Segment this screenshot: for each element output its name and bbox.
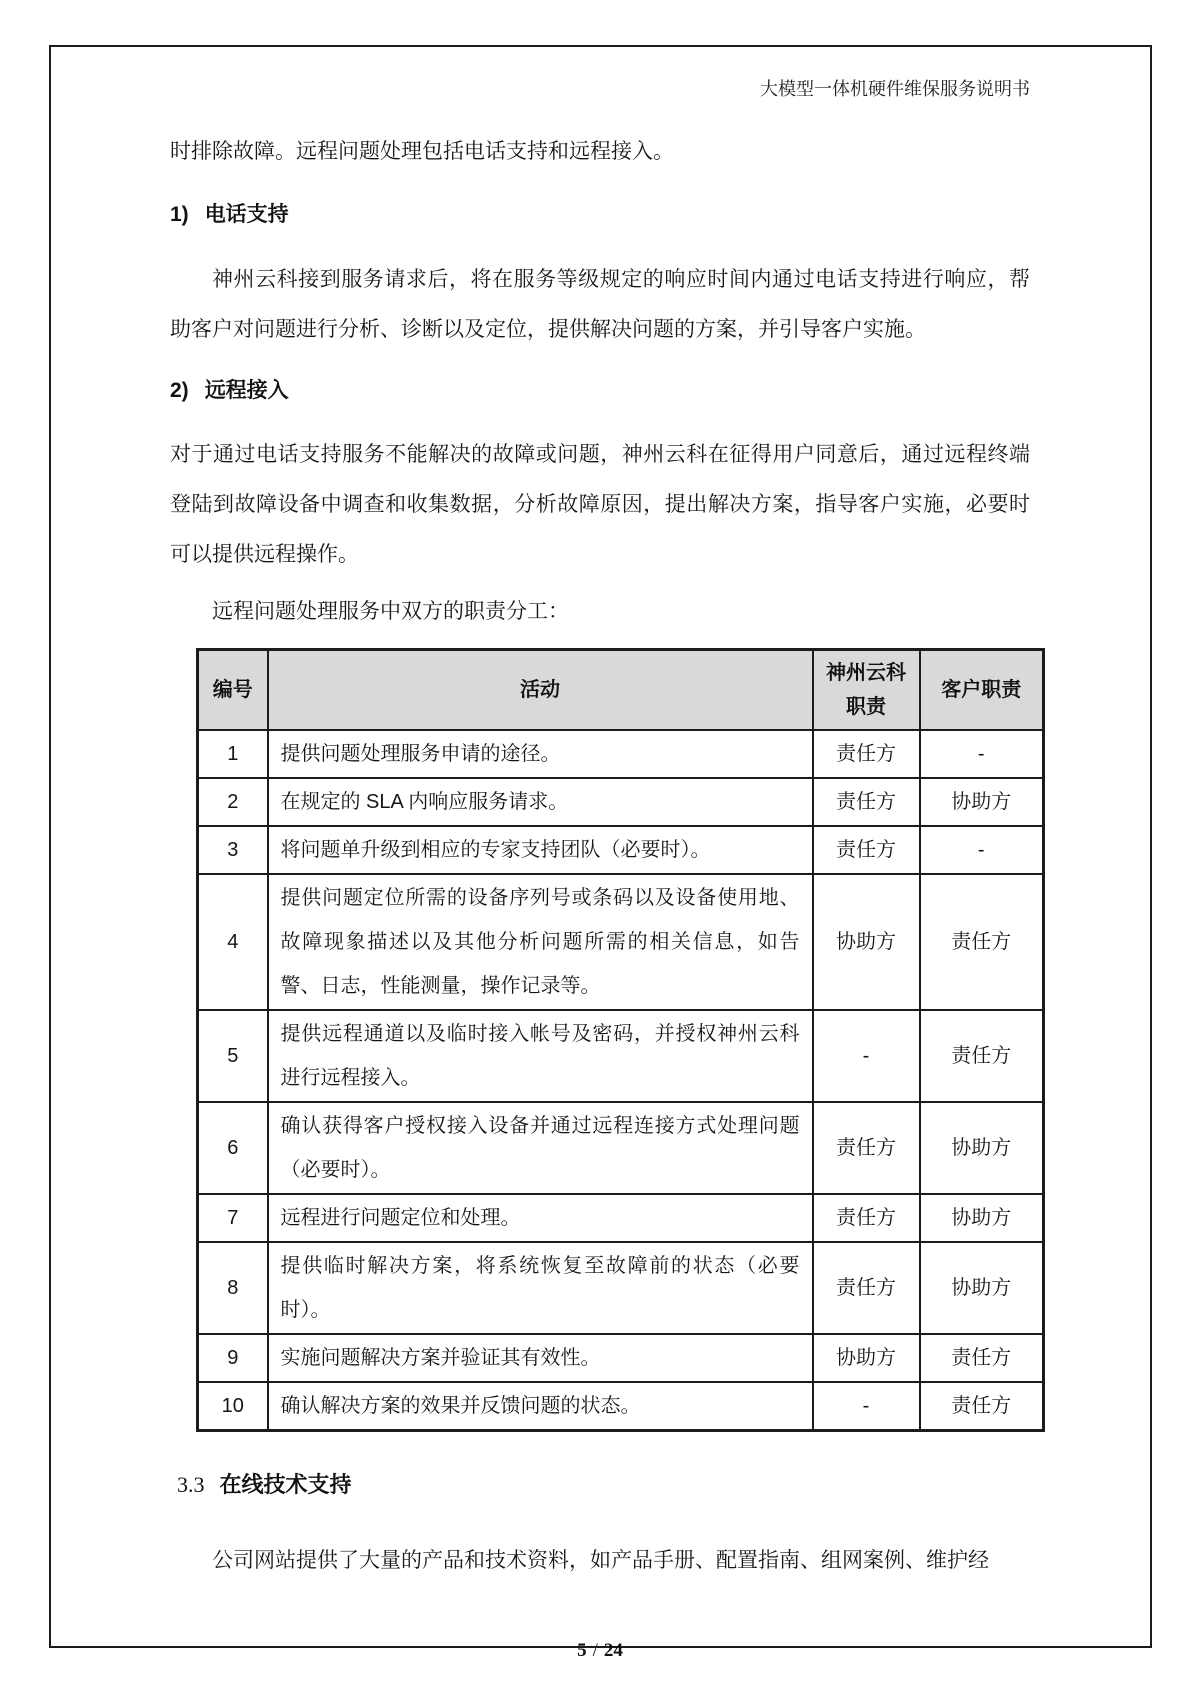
customer-responsibility-cell: 协助方	[920, 1194, 1044, 1242]
table-body	[198, 730, 1044, 1431]
heading-number: 1)	[170, 203, 189, 226]
activity-cell: 提供临时解决方案，将系统恢复至故障前的状态（必要时）。	[268, 1242, 813, 1334]
intro-paragraph: 时排除故障。远程问题处理包括电话支持和远程接入。	[170, 140, 674, 163]
online-support-paragraph: 公司网站提供了大量的产品和技术资料，如产品手册、配置指南、组网案例、维护经	[212, 1549, 989, 1572]
row-number-cell: 9	[198, 1334, 268, 1382]
section-title: 在线技术支持	[219, 1472, 352, 1497]
page-content	[170, 47, 1030, 1664]
row-number-cell: 8	[198, 1242, 268, 1334]
page-header	[170, 77, 1030, 101]
vendor-responsibility-cell: -	[813, 1382, 920, 1431]
table-row	[198, 1382, 1044, 1431]
page-number-separator: /	[592, 1640, 598, 1661]
col-header-number: 编号	[198, 650, 268, 731]
activity-cell: 在规定的 SLA 内响应服务请求。	[268, 778, 813, 826]
table-row	[198, 874, 1044, 1010]
table-row	[198, 1010, 1044, 1102]
vendor-responsibility-cell: 协助方	[813, 1334, 920, 1382]
remote-access-paragraph: 对于通过电话支持服务不能解决的故障或问题，神州云科在征得用户同意后，通过远程终端登陆到故障设备中调查和收集数据，分析故障原因，提出解决方案，指导客户实施，必要时可以提供远程操作。	[170, 443, 1030, 566]
heading-label: 远程接入	[204, 379, 289, 402]
header-title: 大模型一体机硬件维保服务说明书	[760, 79, 1030, 99]
table-row	[198, 1334, 1044, 1382]
table-row	[198, 1242, 1044, 1334]
row-number-cell: 7	[198, 1194, 268, 1242]
customer-responsibility-cell: -	[920, 826, 1044, 874]
col-header-customer-responsibility: 客户职责	[920, 650, 1044, 731]
vendor-responsibility-cell: 责任方	[813, 778, 920, 826]
activity-cell: 实施问题解决方案并验证其有效性。	[268, 1334, 813, 1382]
customer-responsibility-cell: 责任方	[920, 1010, 1044, 1102]
customer-responsibility-cell: 责任方	[920, 1334, 1044, 1382]
table-row	[198, 730, 1044, 778]
page-total: 24	[603, 1640, 623, 1661]
heading-number: 2)	[170, 379, 189, 402]
vendor-responsibility-cell: -	[813, 1010, 920, 1102]
activity-cell: 将问题单升级到相应的专家支持团队（必要时）。	[268, 826, 813, 874]
row-number-cell: 5	[198, 1010, 268, 1102]
page-border-frame	[49, 45, 1152, 1661]
activity-cell: 提供问题处理服务申请的途径。	[268, 730, 813, 778]
vendor-responsibility-cell: 责任方	[813, 1194, 920, 1242]
vendor-responsibility-cell: 责任方	[813, 1242, 920, 1334]
table-intro-line: 远程问题处理服务中双方的职责分工：	[212, 600, 569, 623]
table-head	[198, 650, 1044, 731]
section-number: 3.3	[177, 1472, 205, 1497]
table-header-row	[198, 650, 1044, 731]
activity-cell: 远程进行问题定位和处理。	[268, 1194, 813, 1242]
row-number-cell: 10	[198, 1382, 268, 1431]
customer-responsibility-cell: -	[920, 730, 1044, 778]
activity-cell: 提供问题定位所需的设备序列号或条码以及设备使用地、故障现象描述以及其他分析问题所需的相关信息，如告警、日志，性能测量，操作记录等。	[268, 874, 813, 1010]
customer-responsibility-cell: 协助方	[920, 1102, 1044, 1194]
responsibility-table	[196, 648, 1045, 1432]
row-number-cell: 4	[198, 874, 268, 1010]
heading-remote-access	[170, 377, 1030, 405]
table-row	[198, 826, 1044, 874]
page-number: 5	[577, 1640, 587, 1661]
table-row	[198, 1194, 1044, 1242]
customer-responsibility-cell: 责任方	[920, 874, 1044, 1010]
col-header-activity: 活动	[268, 650, 813, 731]
table-row	[198, 1102, 1044, 1194]
vendor-responsibility-cell: 责任方	[813, 1102, 920, 1194]
customer-responsibility-cell: 责任方	[920, 1382, 1044, 1431]
row-number-cell: 3	[198, 826, 268, 874]
heading-label: 电话支持	[204, 203, 289, 226]
row-number-cell: 1	[198, 730, 268, 778]
customer-responsibility-cell: 协助方	[920, 778, 1044, 826]
vendor-responsibility-cell: 责任方	[813, 826, 920, 874]
heading-online-tech-support	[177, 1470, 1030, 1500]
activity-cell: 确认获得客户授权接入设备并通过远程连接方式处理问题（必要时）。	[268, 1102, 813, 1194]
vendor-responsibility-cell: 责任方	[813, 730, 920, 778]
phone-support-paragraph: 神州云科接到服务请求后，将在服务等级规定的响应时间内通过电话支持进行响应，帮助客户对问题进行分析、诊断以及定位，提供解决问题的方案，并引导客户实施。	[170, 268, 1030, 341]
heading-phone-support	[170, 201, 1030, 229]
activity-cell: 提供远程通道以及临时接入帐号及密码，并授权神州云科进行远程接入。	[268, 1010, 813, 1102]
row-number-cell: 2	[198, 778, 268, 826]
col-header-vendor-responsibility: 神州云科职责	[813, 650, 920, 731]
activity-cell: 确认解决方案的效果并反馈问题的状态。	[268, 1382, 813, 1431]
page-footer	[170, 1638, 1030, 1664]
vendor-responsibility-cell: 协助方	[813, 874, 920, 1010]
table-row	[198, 778, 1044, 826]
row-number-cell: 6	[198, 1102, 268, 1194]
customer-responsibility-cell: 协助方	[920, 1242, 1044, 1334]
